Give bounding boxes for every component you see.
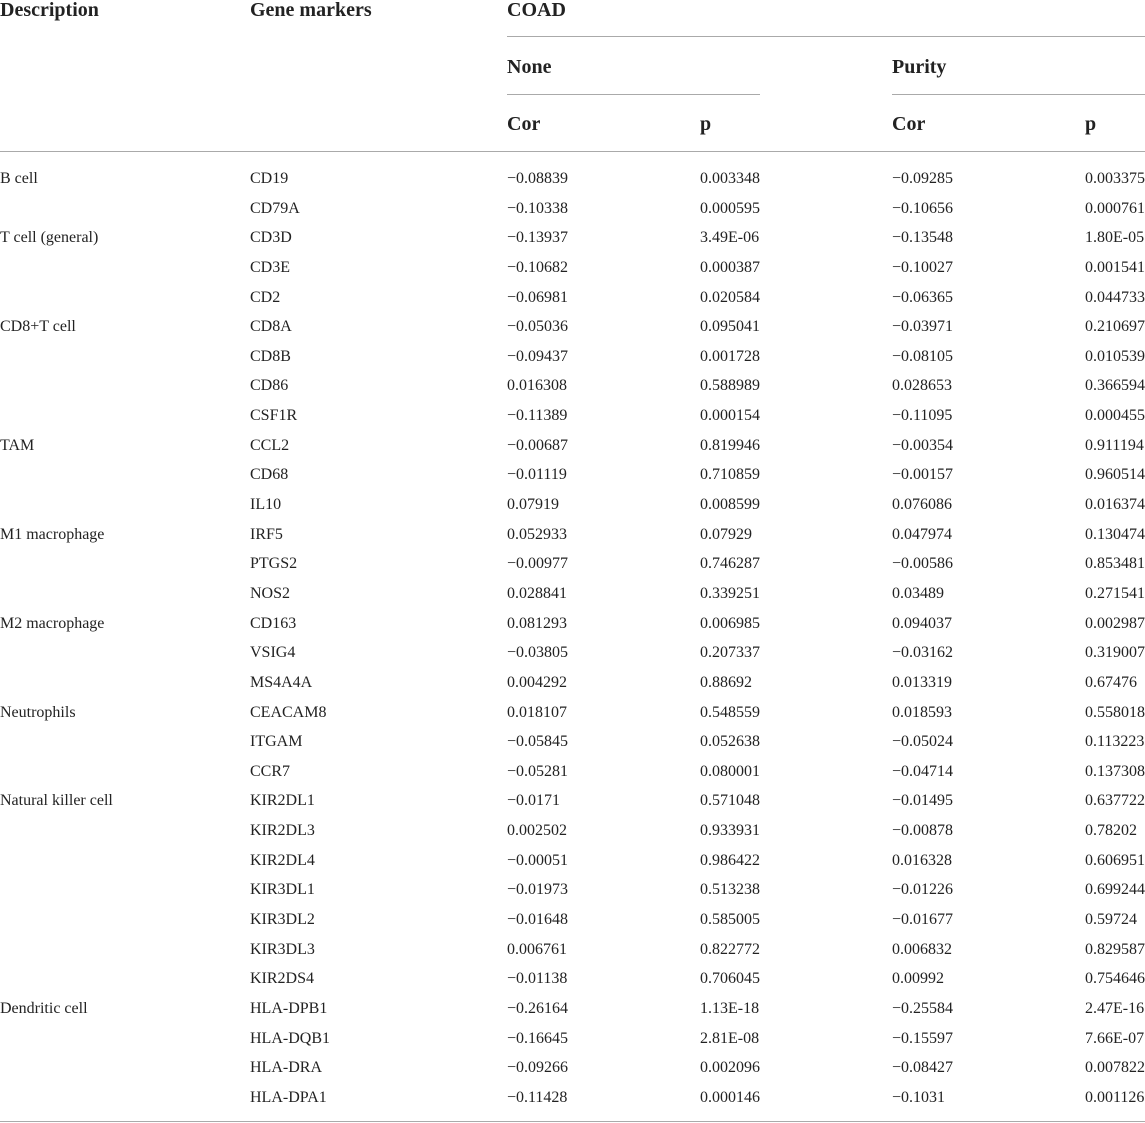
cell-gene-marker: HLA-DRA [250,1059,322,1077]
cell-none-cor: −0.06981 [507,288,569,306]
table-row [0,312,1145,342]
cell-none-cor: −0.10682 [507,258,569,276]
cell-none-cor: −0.03805 [507,644,569,662]
cell-none-p: 1.13E-18 [700,999,760,1017]
cell-purity-p: 0.001541 [1085,258,1145,276]
cell-purity-p: 0.853481 [1085,555,1145,573]
table-bottom-rule [0,1121,1145,1122]
cell-none-p: 0.052638 [700,733,760,751]
cell-purity-cor: −0.01495 [892,792,954,810]
table-row [0,875,1145,905]
cell-gene-marker: KIR2DL4 [250,851,315,869]
table-row [0,431,1145,461]
cell-gene-marker: CD8A [250,318,292,336]
table-row [0,727,1145,757]
cell-gene-marker: CD163 [250,614,297,632]
cell-purity-p: 0.78202 [1085,822,1137,840]
cell-purity-cor: −0.10656 [892,199,954,217]
cell-none-p: 0.746287 [700,555,760,573]
cell-purity-p: 0.000455 [1085,407,1145,425]
cell-description: Dendritic cell [0,999,88,1017]
cell-gene-marker: IRF5 [250,525,283,543]
cell-purity-cor: −0.01226 [892,881,954,899]
cell-purity-p: 7.66E-07 [1085,1029,1145,1047]
cell-purity-p: 0.606951 [1085,851,1145,869]
cell-none-cor: 0.016308 [507,377,567,395]
cell-description: B cell [0,170,38,187]
cell-none-p: 0.006985 [700,614,760,632]
cell-purity-cor: 0.006832 [892,940,952,958]
cell-none-p: 0.585005 [700,911,760,929]
cell-none-p: 0.000154 [700,407,760,425]
table-row [0,1083,1145,1113]
cell-gene-marker: CD68 [250,466,289,484]
cell-purity-cor: −0.06365 [892,288,954,306]
cell-purity-p: 0.016374 [1085,496,1145,514]
cell-purity-cor: 0.00992 [892,970,944,988]
table-row [0,401,1145,431]
header-none-p: p [700,113,712,135]
cell-gene-marker: HLA-DPA1 [250,1088,327,1106]
cell-purity-cor: −0.1031 [892,1088,946,1106]
cell-none-cor: −0.0171 [507,792,561,810]
cell-purity-p: 0.911194 [1085,436,1144,454]
cell-none-cor: 0.07919 [507,496,559,514]
cell-none-p: 0.513238 [700,881,760,899]
cell-gene-marker: HLA-DPB1 [250,999,328,1017]
cell-none-p: 0.588989 [700,377,760,395]
header-group-none: None [507,56,552,78]
cell-none-cor: −0.09266 [507,1059,569,1077]
cell-none-cor: 0.028841 [507,584,567,602]
cell-purity-cor: −0.01677 [892,911,954,929]
header-none-cor: Cor [507,113,541,135]
cell-none-cor: −0.16645 [507,1029,569,1047]
cell-purity-cor: −0.05024 [892,733,954,751]
cell-purity-cor: −0.00878 [892,822,954,840]
cell-none-cor: −0.11428 [507,1088,568,1106]
cell-gene-marker: CCR7 [250,762,291,780]
header-cancer-type: COAD [507,0,566,21]
cell-none-cor: 0.052933 [507,525,567,543]
cell-purity-cor: 0.076086 [892,496,952,514]
cell-gene-marker: KIR2DL1 [250,792,315,810]
cell-none-p: 0.000387 [700,258,760,276]
cell-purity-cor: −0.25584 [892,999,954,1017]
table-row [0,579,1145,609]
cell-gene-marker: CD2 [250,288,281,306]
table-row [0,549,1145,579]
cell-none-cor: −0.00687 [507,436,569,454]
cell-none-p: 2.81E-08 [700,1029,760,1047]
cell-purity-p: 0.113223 [1085,733,1145,751]
cell-purity-p: 0.699244 [1085,881,1145,899]
cell-purity-p: 0.044733 [1085,288,1145,306]
cell-purity-cor: −0.03162 [892,644,954,662]
cell-none-p: 0.548559 [700,703,760,721]
cell-none-p: 0.706045 [700,970,760,988]
table-row [0,668,1145,698]
table-row [0,935,1145,965]
cell-none-p: 0.339251 [700,584,760,602]
cell-description: TAM [0,436,35,454]
cell-none-p: 0.07929 [700,525,752,543]
cell-purity-cor: 0.094037 [892,614,952,632]
cell-none-p: 0.986422 [700,851,760,869]
cell-none-p: 0.000146 [700,1088,760,1106]
cell-none-cor: −0.01138 [507,970,568,988]
table-body [0,164,1145,1113]
cell-description: Neutrophils [0,703,76,721]
cell-gene-marker: KIR2DL3 [250,822,315,840]
cell-purity-p: 0.001126 [1085,1088,1145,1106]
cell-none-cor: −0.09437 [507,347,569,365]
table-row [0,994,1145,1024]
table-row [0,905,1145,935]
cell-gene-marker: MS4A4A [250,673,313,691]
cell-none-cor: 0.081293 [507,614,567,632]
cell-purity-cor: −0.00586 [892,555,954,573]
cell-none-cor: −0.01973 [507,881,569,899]
cell-purity-p: 0.130474 [1085,525,1145,543]
cell-purity-cor: 0.013319 [892,673,952,691]
cell-description: CD8+T cell [0,318,76,336]
cell-gene-marker: KIR2DS4 [250,970,315,988]
cell-purity-cor: −0.04714 [892,762,954,780]
cell-purity-p: 0.271541 [1085,584,1145,602]
header-description: Description [0,0,99,21]
cell-gene-marker: CEACAM8 [250,703,327,721]
cell-none-cor: −0.00977 [507,555,569,573]
cell-none-p: 0.008599 [700,496,760,514]
table-row [0,698,1145,728]
cell-gene-marker: CD3D [250,229,292,247]
cell-none-p: 0.080001 [700,762,760,780]
cell-gene-marker: CSF1R [250,407,298,425]
table-row [0,223,1145,253]
cell-none-p: 0.819946 [700,436,760,454]
header-purity-cor: Cor [892,113,926,135]
cell-purity-p: 1.80E-05 [1085,229,1145,247]
table-row [0,846,1145,876]
cell-description: T cell (general) [0,229,99,247]
cell-purity-p: 0.829587 [1085,940,1145,958]
cell-none-p: 0.933931 [700,822,760,840]
cell-none-p: 3.49E-06 [700,229,760,247]
cell-gene-marker: NOS2 [250,584,291,602]
table-row [0,638,1145,668]
cell-purity-cor: 0.047974 [892,525,952,543]
cell-purity-p: 0.002987 [1085,614,1145,632]
table-row [0,253,1145,283]
table-row [0,283,1145,313]
cell-purity-p: 0.003375 [1085,170,1145,187]
cell-none-cor: −0.10338 [507,199,569,217]
table-row [0,1024,1145,1054]
cell-gene-marker: KIR3DL1 [250,881,315,899]
cell-purity-cor: 0.016328 [892,851,952,869]
cell-none-p: 0.710859 [700,466,760,484]
cell-description: M2 macrophage [0,614,105,632]
cell-gene-marker: CD8B [250,347,291,365]
cell-none-cor: −0.01648 [507,911,569,929]
table-row [0,371,1145,401]
table-row [0,757,1145,787]
cell-none-p: 0.001728 [700,347,760,365]
cell-purity-cor: −0.13548 [892,229,954,247]
cell-purity-p: 0.137308 [1085,762,1145,780]
cell-purity-cor: −0.08105 [892,347,954,365]
table-row [0,816,1145,846]
cell-none-cor: 0.006761 [507,940,567,958]
header-bottom-rule [0,151,1145,152]
cell-purity-cor: 0.018593 [892,703,952,721]
cell-purity-p: 0.366594 [1085,377,1145,395]
cell-purity-cor: −0.00157 [892,466,954,484]
cell-purity-p: 0.000761 [1085,199,1145,217]
cell-none-cor: −0.00051 [507,851,569,869]
header-gene-markers: Gene markers [250,0,372,21]
cell-gene-marker: PTGS2 [250,555,298,573]
cell-gene-marker: KIR3DL3 [250,940,315,958]
header-group-purity: Purity [892,56,947,78]
cell-purity-p: 0.210697 [1085,318,1145,336]
cell-purity-cor: 0.03489 [892,584,944,602]
cell-purity-cor: −0.15597 [892,1029,954,1047]
table-row [0,460,1145,490]
header-purity-p: p [1085,113,1097,135]
cell-gene-marker: IL10 [250,496,282,514]
table-row [0,342,1145,372]
cell-none-cor: −0.01119 [507,466,567,484]
cell-purity-cor: −0.00354 [892,436,954,454]
cell-none-cor: −0.13937 [507,229,569,247]
cell-purity-p: 0.558018 [1085,703,1145,721]
cell-purity-cor: 0.028653 [892,377,952,395]
cell-purity-cor: −0.09285 [892,170,954,187]
cell-purity-p: 0.637722 [1085,792,1145,810]
table-row [0,1053,1145,1083]
cell-none-p: 0.002096 [700,1059,760,1077]
cell-gene-marker: CD86 [250,377,289,395]
cell-gene-marker: KIR3DL2 [250,911,315,929]
cell-gene-marker: CD3E [250,258,290,276]
cell-purity-p: 0.960514 [1085,466,1145,484]
cell-purity-cor: −0.08427 [892,1059,954,1077]
cell-purity-cor: −0.10027 [892,258,954,276]
cell-gene-marker: CCL2 [250,436,290,454]
cell-none-p: 0.000595 [700,199,760,217]
cell-purity-p: 0.007822 [1085,1059,1145,1077]
cell-none-cor: −0.26164 [507,999,569,1017]
cancer-group-rule [507,36,1145,37]
cell-gene-marker: HLA-DQB1 [250,1029,330,1047]
cell-purity-p: 0.754646 [1085,970,1145,988]
cell-gene-marker: CD19 [250,170,289,187]
table-row [0,490,1145,520]
cell-description: Natural killer cell [0,792,113,810]
cell-purity-p: 0.59724 [1085,911,1137,929]
none-group-rule [507,94,760,95]
cell-none-cor: −0.05036 [507,318,569,336]
cell-none-p: 0.003348 [700,170,760,187]
cell-none-cor: 0.018107 [507,703,567,721]
cell-purity-p: 2.47E-16 [1085,999,1145,1017]
cell-none-p: 0.020584 [700,288,760,306]
cell-purity-p: 0.010539 [1085,347,1145,365]
cell-none-cor: 0.002502 [507,822,567,840]
cell-none-cor: −0.08839 [507,170,569,187]
cell-none-cor: −0.05281 [507,762,569,780]
table-row [0,609,1145,639]
table-row [0,164,1145,194]
purity-group-rule [892,94,1145,95]
cell-none-cor: −0.11389 [507,407,568,425]
cell-none-p: 0.207337 [700,644,760,662]
cell-purity-p: 0.319007 [1085,644,1145,662]
cell-purity-cor: −0.03971 [892,318,954,336]
cell-none-p: 0.571048 [700,792,760,810]
table-row [0,786,1145,816]
cell-none-p: 0.822772 [700,940,760,958]
table-row [0,964,1145,994]
cell-none-p: 0.88692 [700,673,752,691]
cell-gene-marker: CD79A [250,199,300,217]
table-row [0,194,1145,224]
cell-none-p: 0.095041 [700,318,760,336]
cell-gene-marker: ITGAM [250,733,303,751]
cell-description: M1 macrophage [0,525,105,543]
cell-gene-marker: VSIG4 [250,644,296,662]
table-row [0,520,1145,550]
cell-purity-cor: −0.11095 [892,407,953,425]
cell-none-cor: 0.004292 [507,673,567,691]
cell-none-cor: −0.05845 [507,733,569,751]
cell-purity-p: 0.67476 [1085,673,1137,691]
